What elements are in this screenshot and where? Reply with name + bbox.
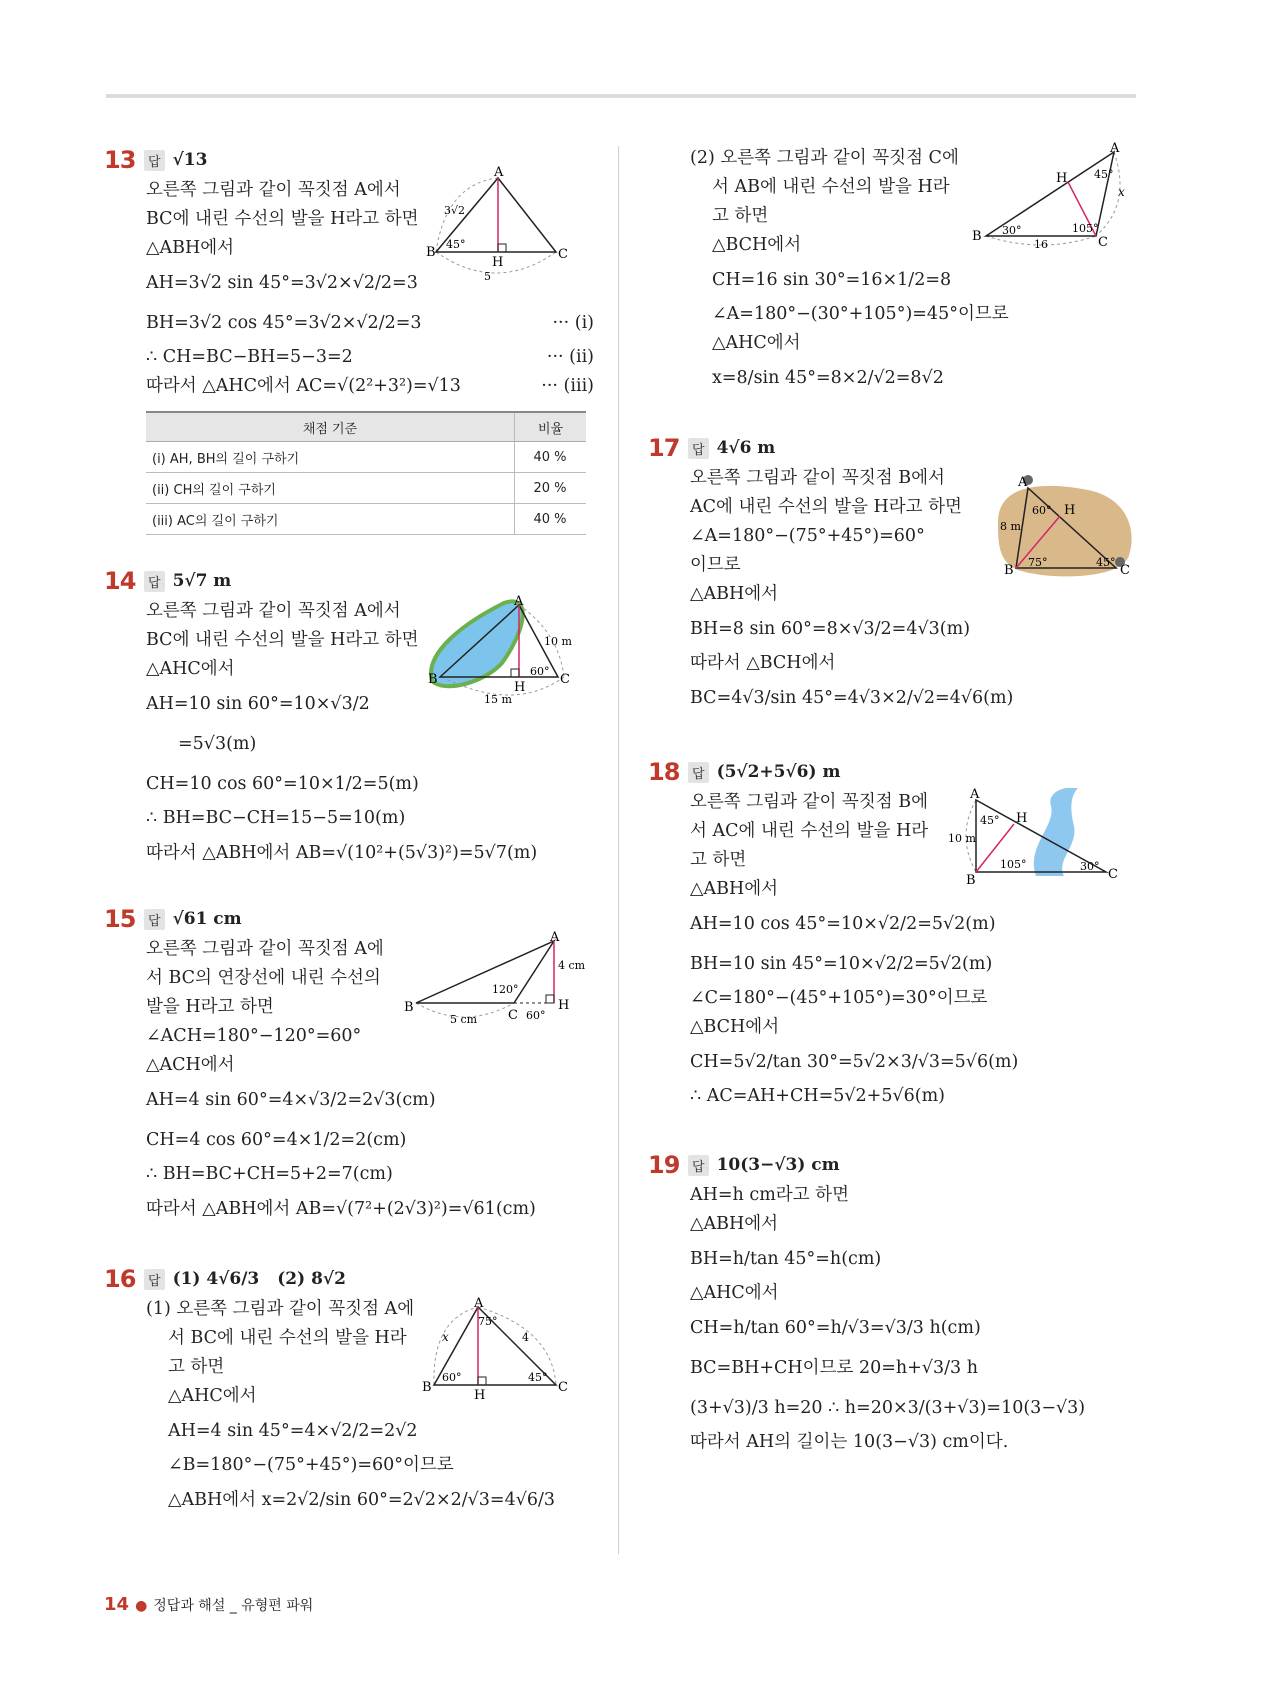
solution-line: 따라서 AH의 길이는 10(3−√3) cm이다. <box>690 1432 1009 1452</box>
label-angle-120: 120° <box>492 983 519 996</box>
label-a: A <box>550 930 560 945</box>
answer: 10(3−√3) cm <box>716 1155 840 1175</box>
label-angle-60: 60° <box>526 1009 546 1022</box>
label-angle-b: 75° <box>1028 556 1048 569</box>
table-row <box>146 473 586 504</box>
triangle-figure-13 <box>426 164 568 283</box>
label-angle-b: 60° <box>442 1371 462 1384</box>
page-footer <box>104 1594 313 1615</box>
label-ac: 4 <box>522 1331 529 1344</box>
label-h: H <box>1064 503 1076 518</box>
solution-line: AC에 내린 수선의 발을 H라고 하면 <box>690 497 962 517</box>
problem-16 <box>104 1263 594 1520</box>
problem-number: 15 <box>104 905 136 933</box>
solution-line: AH=3√2 sin 45°=3√2×√2/2=3 <box>146 273 418 293</box>
label-angle-b: 30° <box>1002 224 1022 237</box>
table-cell: 40 % <box>515 442 587 473</box>
solution-line: 고 하면 <box>690 850 747 870</box>
label-b: B <box>1004 563 1014 578</box>
label-a: A <box>494 165 504 180</box>
solution-line: BC=4√3/sin 45°=4√3×2/√2=4√6(m) <box>690 688 1014 708</box>
solution-line: 오른쪽 그림과 같이 꼭짓점 A에서 <box>146 601 401 621</box>
solution-line: 서 AB에 내린 수선의 발을 H라 <box>712 177 950 197</box>
label-angle: 45° <box>446 238 466 251</box>
label-c: C <box>558 1380 568 1395</box>
solution-line: ∴ CH=BC−BH=5−3=2 <box>146 347 353 367</box>
label-angle-b: 105° <box>1000 858 1027 871</box>
problem-16-part-2 <box>648 141 1138 398</box>
solution-line: 서 BC의 연장선에 내린 수선의 <box>146 968 381 988</box>
label-h: H <box>492 255 504 270</box>
label-x: x <box>1118 185 1125 199</box>
label-angle-a: 45° <box>1094 168 1114 181</box>
label-a: A <box>970 787 980 802</box>
problem-15 <box>104 903 594 1229</box>
hill-figure-17 <box>988 462 1138 582</box>
label-angle-c: 45° <box>1096 556 1116 569</box>
step-mark: ··· (i) <box>552 313 594 333</box>
answer: √13 <box>172 150 208 170</box>
solution-line: 오른쪽 그림과 같이 꼭짓점 B에서 <box>690 468 945 488</box>
label-angle: 60° <box>530 665 550 678</box>
label-ab: 8 m <box>1000 520 1021 533</box>
label-ac: 10 m <box>544 635 572 648</box>
label-c: C <box>508 1008 518 1023</box>
solution-line: AH=4 sin 45°=4×√2/2=2√2 <box>168 1421 418 1441</box>
label-c: C <box>560 672 570 687</box>
solution-line: 오른쪽 그림과 같이 꼭짓점 A에서 <box>146 180 401 200</box>
label-h: H <box>1016 811 1028 826</box>
table-cell: (iii) AC의 길이 구하기 <box>146 504 515 535</box>
solution-line: ∠ACH=180°−120°=60° <box>146 1026 362 1046</box>
solution-line: BH=h/tan 45°=h(cm) <box>690 1249 882 1269</box>
solution-line: 서 AC에 내린 수선의 발을 H라 <box>690 821 929 841</box>
solution-line: 이므로 <box>690 555 741 575</box>
label-bc: 15 m <box>484 693 512 706</box>
solution-line: △ABH에서 <box>690 879 779 899</box>
solution-line: △ABH에서 <box>146 238 235 258</box>
problem-number: 14 <box>104 567 136 595</box>
step-mark: ··· (iii) <box>541 376 594 396</box>
problem-number: 19 <box>648 1151 680 1179</box>
solution-line: AH=10 sin 60°=10×√3/2 <box>146 694 370 714</box>
step-mark: ··· (ii) <box>546 347 594 367</box>
solution-line: ∠A=180°−(75°+45°)=60° <box>690 526 925 546</box>
solution-line: 고 하면 <box>712 206 769 226</box>
lake-figure-14 <box>424 593 584 706</box>
solution-line: CH=4 cos 60°=4×1/2=2(cm) <box>146 1130 407 1150</box>
table-row <box>146 504 586 535</box>
solution-line: 고 하면 <box>168 1357 225 1377</box>
label-ab: 3√2 <box>444 204 466 217</box>
label-ab: 10 m <box>948 832 976 845</box>
label-b: B <box>972 229 982 244</box>
answer-tag: 답 <box>144 150 165 171</box>
problem-19 <box>648 1149 1138 1457</box>
label-bc: 5 <box>484 270 491 283</box>
solution-line: CH=16 sin 30°=16×1/2=8 <box>712 270 952 290</box>
solution-line: ∴ BH=BC+CH=5+2=7(cm) <box>146 1164 393 1184</box>
problem-number: 16 <box>104 1265 136 1293</box>
answer: √61 cm <box>172 909 242 929</box>
solution-line: 따라서 △ABH에서 AB=√(7²+(2√3)²)=√61(cm) <box>146 1199 536 1219</box>
answer: (5√2+5√6) m <box>716 762 841 782</box>
problem-14 <box>104 565 594 873</box>
solution-line: △ABH에서 <box>690 584 779 604</box>
solution-line: (2) 오른쪽 그림과 같이 꼭짓점 C에 <box>690 148 959 168</box>
solution-line: 따라서 △BCH에서 <box>690 653 836 673</box>
solution-line: △ABH에서 <box>690 1214 779 1234</box>
problem-number: 17 <box>648 434 680 462</box>
label-b: B <box>404 1000 414 1015</box>
solution-line: BH=8 sin 60°=8×√3/2=4√3(m) <box>690 619 971 639</box>
answer: 5√7 m <box>172 571 232 591</box>
answer-tag: 답 <box>688 1155 709 1176</box>
table-header: 채점 기준 <box>146 412 515 442</box>
solution-line: (3+√3)/3 h=20 ∴ h=20×3/(3+√3)=10(3−√3) <box>690 1398 1086 1418</box>
label-a: A <box>474 1296 484 1311</box>
solution-line: △AHC에서 <box>712 333 801 353</box>
answer: 4√6 m <box>716 438 776 458</box>
solution-line: 오른쪽 그림과 같이 꼭짓점 A에 <box>146 939 384 959</box>
label-b: B <box>426 245 436 260</box>
answer-tag: 답 <box>144 1269 165 1290</box>
solution-line: BH=10 sin 45°=10×√2/2=5√2(m) <box>690 954 993 974</box>
page-number: 14 <box>104 1594 130 1615</box>
solution-line: CH=h/tan 60°=h/√3=√3/3 h(cm) <box>690 1318 981 1338</box>
solution-line: CH=5√2/tan 30°=5√2×3/√3=5√6(m) <box>690 1052 1019 1072</box>
solution-line: △BCH에서 <box>712 235 802 255</box>
top-rule <box>106 94 1136 98</box>
label-a: A <box>1018 475 1028 490</box>
table-cell: 40 % <box>515 504 587 535</box>
label-a: A <box>514 594 524 609</box>
solution-line: CH=10 cos 60°=10×1/2=5(m) <box>146 774 419 794</box>
scoring-table <box>146 411 586 535</box>
label-h: H <box>474 1388 486 1403</box>
label-a: A <box>1110 141 1120 156</box>
triangle-figure-15 <box>404 931 594 1031</box>
solution-line: △BCH에서 <box>690 1017 780 1037</box>
solution-line: ∴ AC=AH+CH=5√2+5√6(m) <box>690 1086 946 1106</box>
solution-line: AH=h cm라고 하면 <box>690 1185 849 1205</box>
label-b: B <box>428 672 438 687</box>
label-h: H <box>514 680 526 695</box>
label-angle-c: 30° <box>1080 860 1100 873</box>
solution-line: ∴ BH=BC−CH=15−5=10(m) <box>146 808 406 828</box>
triangle-figure-16-2 <box>972 141 1132 254</box>
solution-line: △ACH에서 <box>146 1055 235 1075</box>
solution-line: △AHC에서 <box>146 659 235 679</box>
solution-line: ∠C=180°−(45°+105°)=30°이므로 <box>690 988 988 1008</box>
solution-line: =5√3(m) <box>178 734 257 754</box>
label-c: C <box>1098 235 1108 250</box>
label-b: B <box>422 1380 432 1395</box>
solution-line: 따라서 △ABH에서 AB=√(10²+(5√3)²)=5√7(m) <box>146 843 538 863</box>
label-angle-c: 45° <box>528 1371 548 1384</box>
solution-line: AH=10 cos 45°=10×√2/2=5√2(m) <box>690 914 996 934</box>
solution-line: BC=BH+CH이므로 20=h+√3/3 h <box>690 1358 978 1378</box>
river-figure-18 <box>946 786 1136 886</box>
answer-1: (1) 4√6/3 <box>172 1269 260 1289</box>
table-row <box>146 442 586 473</box>
answer-2: (2) 8√2 <box>277 1269 346 1289</box>
label-b: B <box>966 873 976 888</box>
label-angle-a: 45° <box>980 814 1000 827</box>
label-angle-a: 75° <box>478 1315 498 1328</box>
solution-line: (1) 오른쪽 그림과 같이 꼭짓점 A에 <box>146 1299 415 1319</box>
problem-13 <box>104 144 594 535</box>
solution-line: 발을 H라고 하면 <box>146 997 274 1017</box>
left-column <box>104 144 594 1520</box>
bullet-icon: ● <box>135 1598 148 1614</box>
table-cell: (i) AH, BH의 길이 구하기 <box>146 442 515 473</box>
label-c: C <box>558 247 568 262</box>
solution-line: 오른쪽 그림과 같이 꼭짓점 B에 <box>690 792 928 812</box>
label-h: H <box>558 998 570 1013</box>
solution-line: 따라서 △AHC에서 AC=√(2²+3²)=√13 <box>146 376 461 396</box>
answer-tag: 답 <box>688 762 709 783</box>
solution-line: 서 BC에 내린 수선의 발을 H라 <box>168 1328 407 1348</box>
problem-number: 13 <box>104 146 136 174</box>
solution-line: △ABH에서 x=2√2/sin 60°=2√2×2/√3=4√6/3 <box>168 1490 556 1510</box>
solution-line: BH=3√2 cos 45°=3√2×√2/2=3 <box>146 313 422 333</box>
label-bc: 16 <box>1034 238 1048 251</box>
triangle-figure-16-1 <box>422 1296 582 1409</box>
problem-17 <box>648 432 1138 718</box>
problem-18 <box>648 756 1138 1111</box>
table-cell: 20 % <box>515 473 587 504</box>
footer-title: 정답과 해설 _ 유형편 파워 <box>153 1598 314 1614</box>
solution-line: BC에 내린 수선의 발을 H라고 하면 <box>146 630 419 650</box>
problem-number: 18 <box>648 758 680 786</box>
solution-line: △AHC에서 <box>690 1283 779 1303</box>
table-cell: (ii) CH의 길이 구하기 <box>146 473 515 504</box>
table-header: 비율 <box>515 412 587 442</box>
answer-tag: 답 <box>144 909 165 930</box>
label-h: H <box>1056 171 1068 186</box>
answer-tag: 답 <box>688 438 709 459</box>
solution-line: ∠B=180°−(75°+45°)=60°이므로 <box>168 1455 454 1475</box>
solution-line: x=8/sin 45°=8×2/√2=8√2 <box>712 368 944 388</box>
answer-tag: 답 <box>144 571 165 592</box>
label-bc: 5 cm <box>450 1013 478 1026</box>
solution-line: ∠A=180°−(30°+105°)=45°이므로 <box>712 304 1009 324</box>
label-x: x <box>442 1330 449 1344</box>
right-column <box>648 141 1138 1457</box>
column-divider <box>618 146 619 1554</box>
label-c: C <box>1108 867 1118 882</box>
label-angle-c: 105° <box>1072 222 1099 235</box>
solution-line: AH=4 sin 60°=4×√3/2=2√3(cm) <box>146 1090 436 1110</box>
label-c: C <box>1120 563 1130 578</box>
label-ac: 4 cm <box>558 959 586 972</box>
solution-line: BC에 내린 수선의 발을 H라고 하면 <box>146 209 419 229</box>
solution-line: △AHC에서 <box>168 1386 257 1406</box>
label-angle-a: 60° <box>1032 504 1052 517</box>
